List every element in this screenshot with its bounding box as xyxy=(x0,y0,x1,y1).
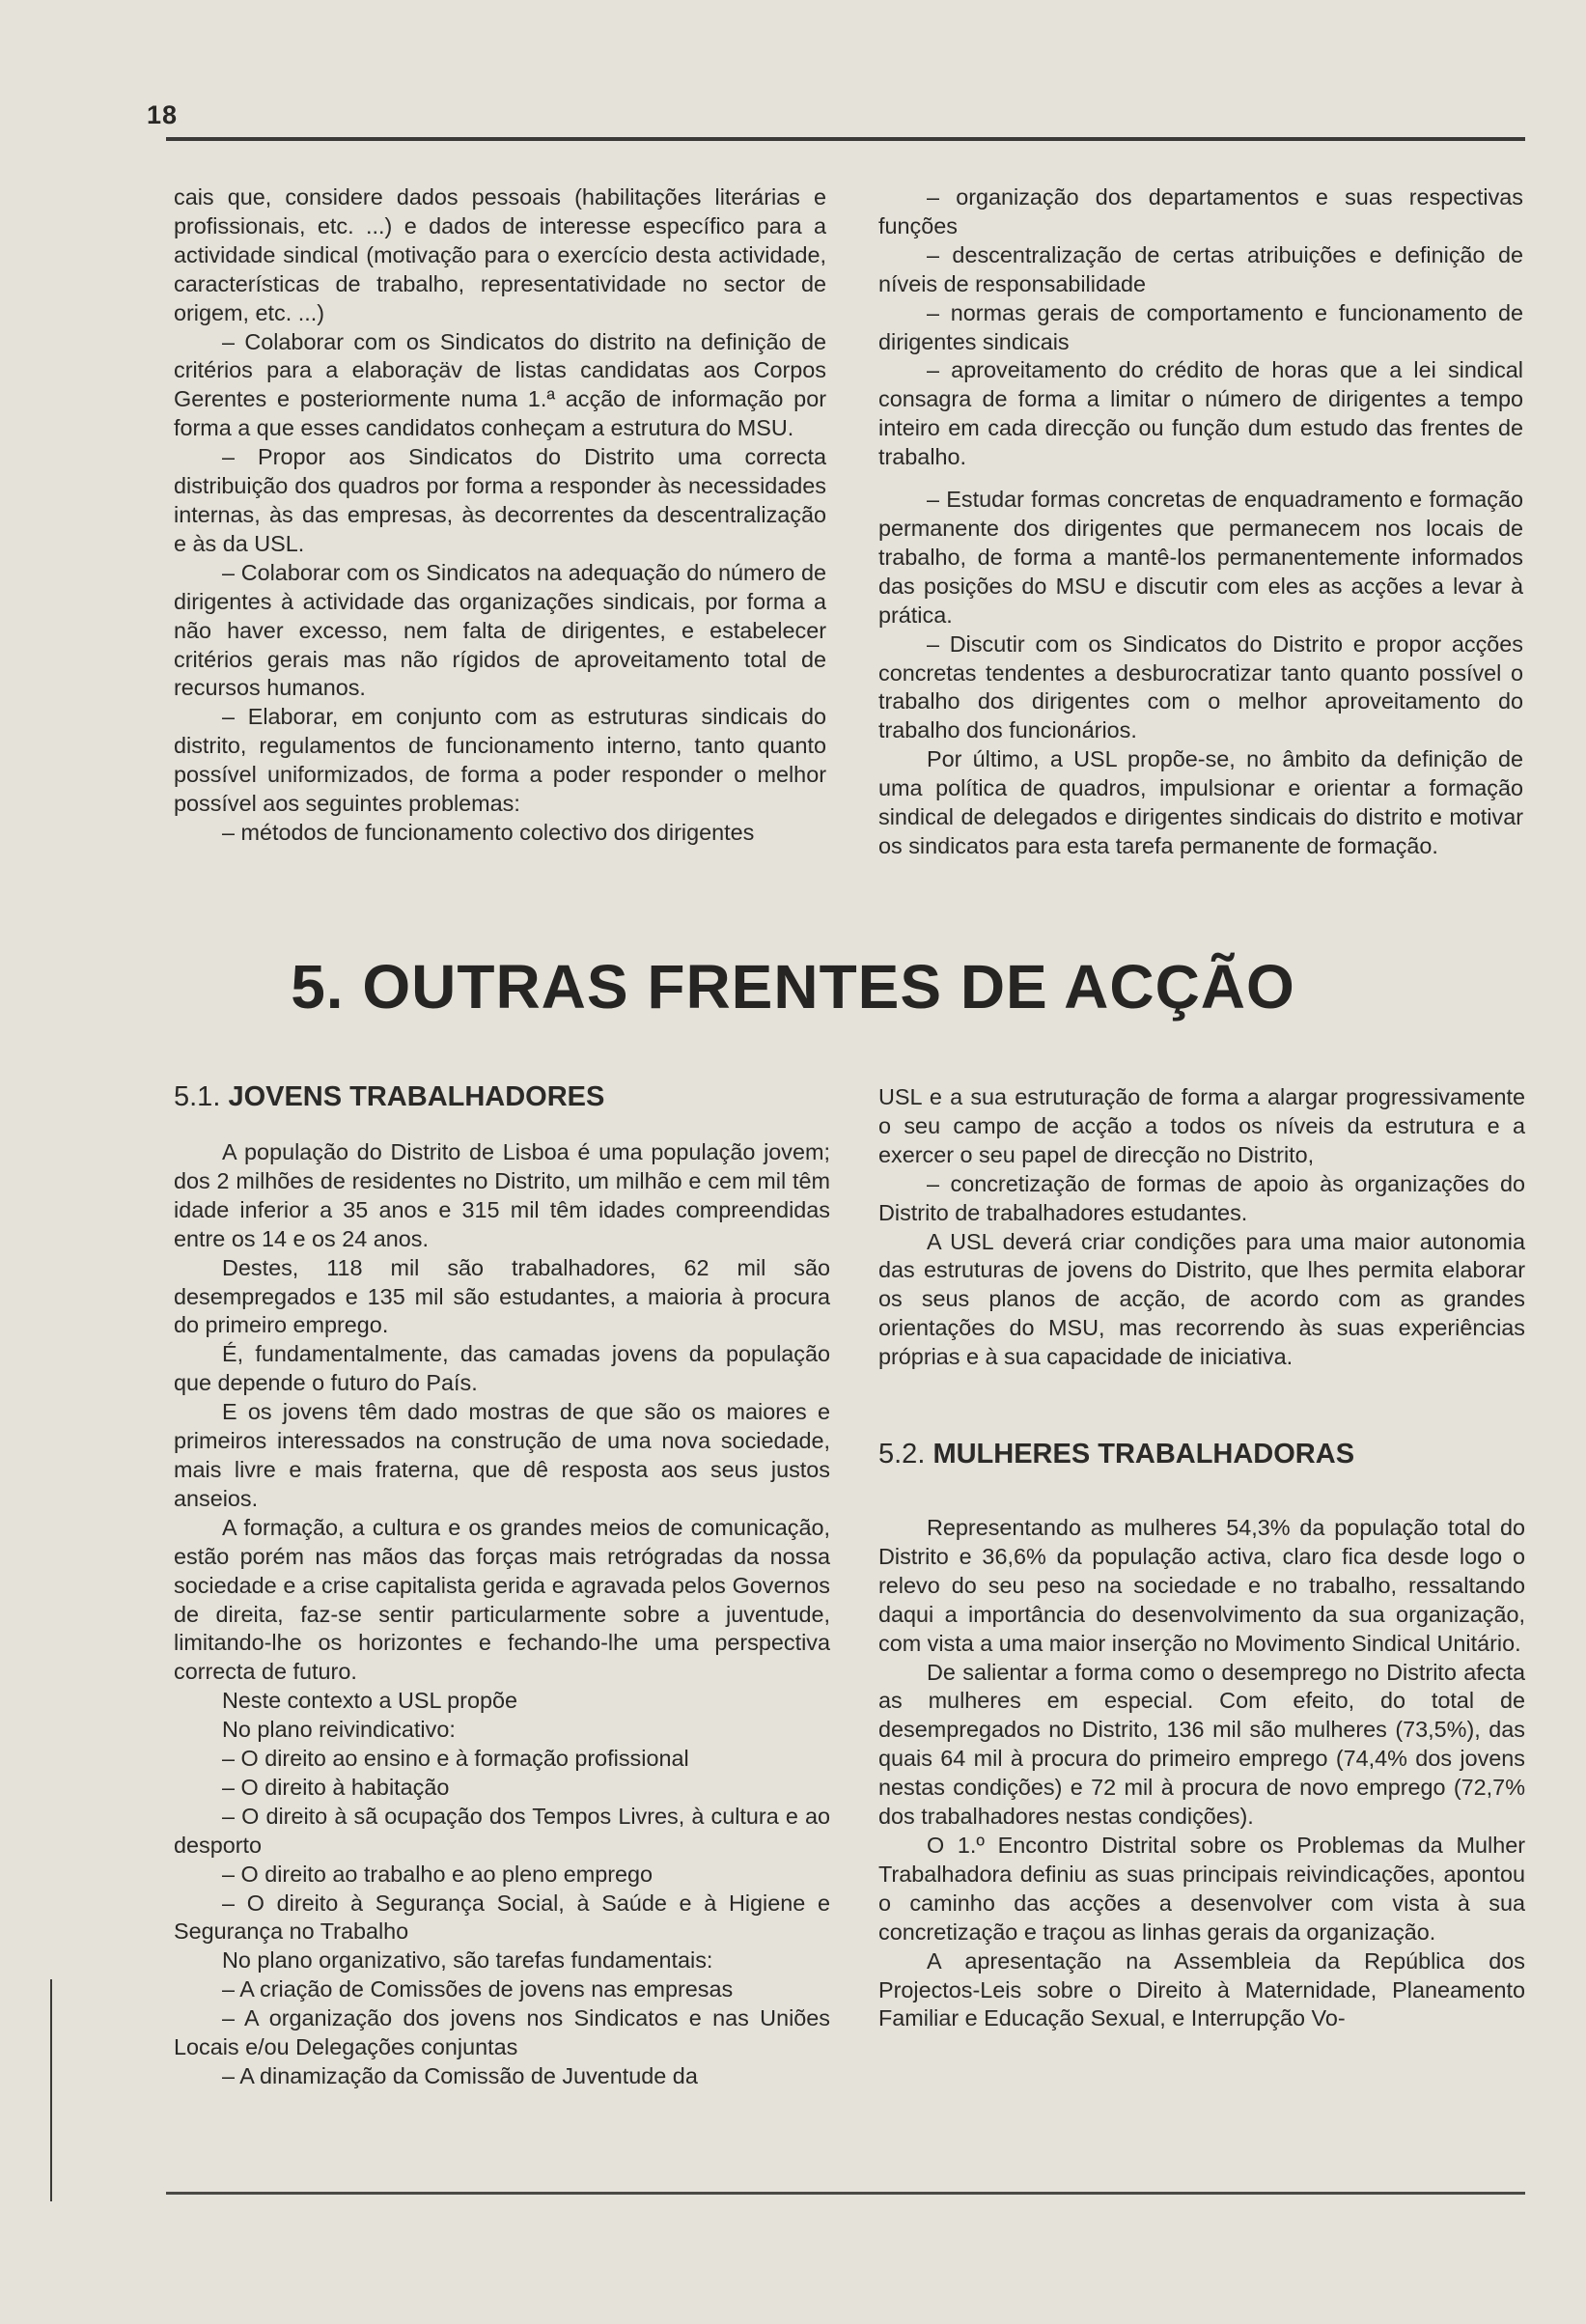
paragraph: – descentralização de certas atribuições e definição de níveis de responsabilidade xyxy=(878,241,1523,296)
paragraph: – Estudar formas concretas de enquadramento e formação permanente dos dirigentes que permanecem nos locais de trabalho, de forma a mantê-los permanentemente informados das posições do MSU e discutir com eles as acções a levar à prática. xyxy=(878,487,1523,628)
paragraph: No plano reivindicativo: xyxy=(222,1717,456,1743)
paragraph: – Discutir com os Sindicatos do Distrito e propor acções concretas tendentes a desburocratizar tanto quanto possível o trabalho dos dirigentes com o melhor aproveitamento do trabalho dos funcionários. xyxy=(878,630,1523,743)
paragraph: E os jovens têm dado mostras de que são os maiores e primeiros interessados na construção de uma nova sociedade, mais livre e mais fraterna, que dê resposta aos seus justos anseios. xyxy=(174,1399,830,1511)
paragraph: É, fundamentalmente, das camadas jovens da população que depende o futuro do País. xyxy=(174,1341,830,1396)
paragraph: No plano organizativo, são tarefas fundamentais: xyxy=(222,1947,713,1974)
subsection-title-mulheres xyxy=(878,1439,1354,1470)
paragraph: – normas gerais de comportamento e funcionamento de dirigentes sindicais xyxy=(878,299,1523,354)
spacer xyxy=(878,472,1523,486)
paragraph: USL e a sua estruturação de forma a alargar progressivamente o seu campo de acção a todos os níveis da estrutura e a exercer o seu papel de direcção no Distrito, xyxy=(878,1084,1525,1167)
paragraph: A apresentação na Assembleia da República dos Projectos-Leis sobre o Direito à Maternidade, Planeamento Familiar e Educação Sexual, e Interrupção Vo- xyxy=(878,1947,1525,2031)
top-right-column xyxy=(878,183,1523,861)
list-item: – concretização de formas de apoio às organizações do Distrito de trabalhadores estudantes. xyxy=(878,1170,1525,1225)
subsection-number: 5.2. xyxy=(878,1439,926,1470)
paragraph: Por último, a USL propõe-se, no âmbito da definição de uma política de quadros, impulsionar e orientar a formação sindical de delegados e dirigentes sindicais do distrito e motivar os sindicatos para esta tarefa permanente de formação. xyxy=(878,746,1523,858)
paragraph: – Colaborar com os Sindicatos na adequação do número de dirigentes à actividade das organizações sindicais, por forma a não haver excesso, nem falta de dirigentes, e estabelecer critérios gerais mas não rígidos de aproveitamento total de recursos humanos. xyxy=(174,559,826,701)
list-item: – O direito ao ensino e à formação profissional xyxy=(222,1746,689,1772)
list-item: – O direito à sã ocupação dos Tempos Livres, à cultura e ao desporto xyxy=(174,1803,830,1858)
bottom-rule xyxy=(166,2192,1525,2195)
bottom-right-column xyxy=(878,1083,1525,1372)
paragraph: Destes, 118 mil são trabalhadores, 62 mil são desempregados e 135 mil são estudantes, a maioria à procura do primeiro emprego. xyxy=(174,1254,830,1338)
top-rule xyxy=(166,137,1525,141)
margin-line xyxy=(50,1979,52,2201)
paragraph: – organização dos departamentos e suas respectivas funções xyxy=(878,184,1523,238)
paragraph: – métodos de funcionamento colectivo dos dirigentes xyxy=(222,819,755,845)
subsection-title-jovens xyxy=(174,1081,604,1113)
paragraph: – aproveitamento do crédito de horas que a lei sindical consagra de forma a limitar o número de dirigentes a tempo inteiro em cada direcção ou função dum estudo das frentes de trabalho. xyxy=(878,357,1523,470)
paragraph: Neste contexto a USL propõe xyxy=(222,1688,517,1714)
subsection-label: JOVENS TRABALHADORES xyxy=(228,1081,605,1112)
list-item: – A dinamização da Comissão de Juventude da xyxy=(222,2063,698,2088)
list-item: – O direito à Segurança Social, à Saúde e à Higiene e Segurança no Trabalho xyxy=(174,1890,830,1945)
paragraph: – Propor aos Sindicatos do Distrito uma correcta distribuição dos quadros por forma a responder às necessidades internas, às das empresas, às decorrentes da descentralização e às da USL. xyxy=(174,444,826,556)
paragraph: cais que, considere dados pessoais (habilitações literárias e profissionais, etc. ...) e dados de interesse específico para a actividade sindical (motivação para o exercício desta actividade, características de trabalho, representatividade no sector de origem, etc. ...) xyxy=(174,184,826,325)
list-item: – O direito ao trabalho e ao pleno emprego xyxy=(222,1861,654,1887)
subsection-number: 5.1. xyxy=(174,1081,221,1112)
paragraph: Representando as mulheres 54,3% da população total do Distrito e 36,6% da população activa, claro fica desde logo o relevo do seu peso na sociedade e no trabalho, ressaltando daqui a importância do desenvolvimento da sua organização, com vista a uma maior inserção no Movimento Sindical Unitário. xyxy=(878,1515,1525,1656)
paragraph: A USL deverá criar condições para uma maior autonomia das estruturas de jovens do Distrito, que lhes permita elaborar os seus planos de acção, de acordo com as grandes orientações do MSU, mas recorrendo às suas experiências próprias e à sua capacidade de iniciativa. xyxy=(878,1228,1525,1370)
list-item: – O direito à habitação xyxy=(222,1774,450,1800)
paragraph: O 1.º Encontro Distrital sobre os Problemas da Mulher Trabalhadora definiu as suas principais reivindicações, apontou o caminho das acções a desenvolver com vista à sua concretização e traçou as linhas gerais da organização. xyxy=(878,1832,1525,1945)
paragraph: – Colaborar com os Sindicatos do distrito na definição de critérios para a elaboraçäv de listas candidatas aos Corpos Gerentes e posteriormente numa 1.ª acção de informação por forma a que esses candidatos conheçam a estrutura do MSU. xyxy=(174,328,826,441)
paragraph: A população do Distrito de Lisboa é uma população jovem; dos 2 milhões de residentes no Distrito, um milhão e cem mil têm idade inferior a 35 anos e 315 mil têm idades compreendidas entre os 14 e os 24 anos. xyxy=(174,1139,830,1251)
bottom-right-column-2 xyxy=(878,1514,1525,2033)
section-title: 5. OUTRAS FRENTES DE ACÇÃO xyxy=(291,952,1295,1022)
list-item: – A criação de Comissões de jovens nas empresas xyxy=(222,1976,734,2002)
paragraph: – Elaborar, em conjunto com as estruturas sindicais do distrito, regulamentos de funcionamento interno, tanto quanto possível uniformizados, de forma a poder responder o melhor possível aos seguintes problemas: xyxy=(174,704,826,817)
page-number: 18 xyxy=(147,100,179,129)
subsection-label: MULHERES TRABALHADORAS xyxy=(932,1439,1355,1470)
paragraph: A formação, a cultura e os grandes meios de comunicação, estão porém nas mãos das forças mais retrógradas da nossa sociedade e a crise capitalista gerida e agravada pelos Governos de direita, faz-se sentir particularmente sobre a juventude, limitando-lhe os horizontes e fechando-lhe uma perspectiva correcta de futuro. xyxy=(174,1514,830,1685)
bottom-left-column xyxy=(174,1138,830,2091)
list-item: – A organização dos jovens nos Sindicatos e nas Uniões Locais e/ou Delegações conjuntas xyxy=(174,2005,830,2060)
top-left-column xyxy=(174,183,826,848)
paragraph: De salientar a forma como o desemprego no Distrito afecta as mulheres em especial. Com efeito, do total de desempregados no Distrito, 136 mil são mulheres (73,5%), das quais 64 mil à procura do primeiro emprego (74,4% dos jovens nestas condições) e 72 mil à procura de novo emprego (72,7% dos trabalhadores nestas condições). xyxy=(878,1659,1525,1830)
